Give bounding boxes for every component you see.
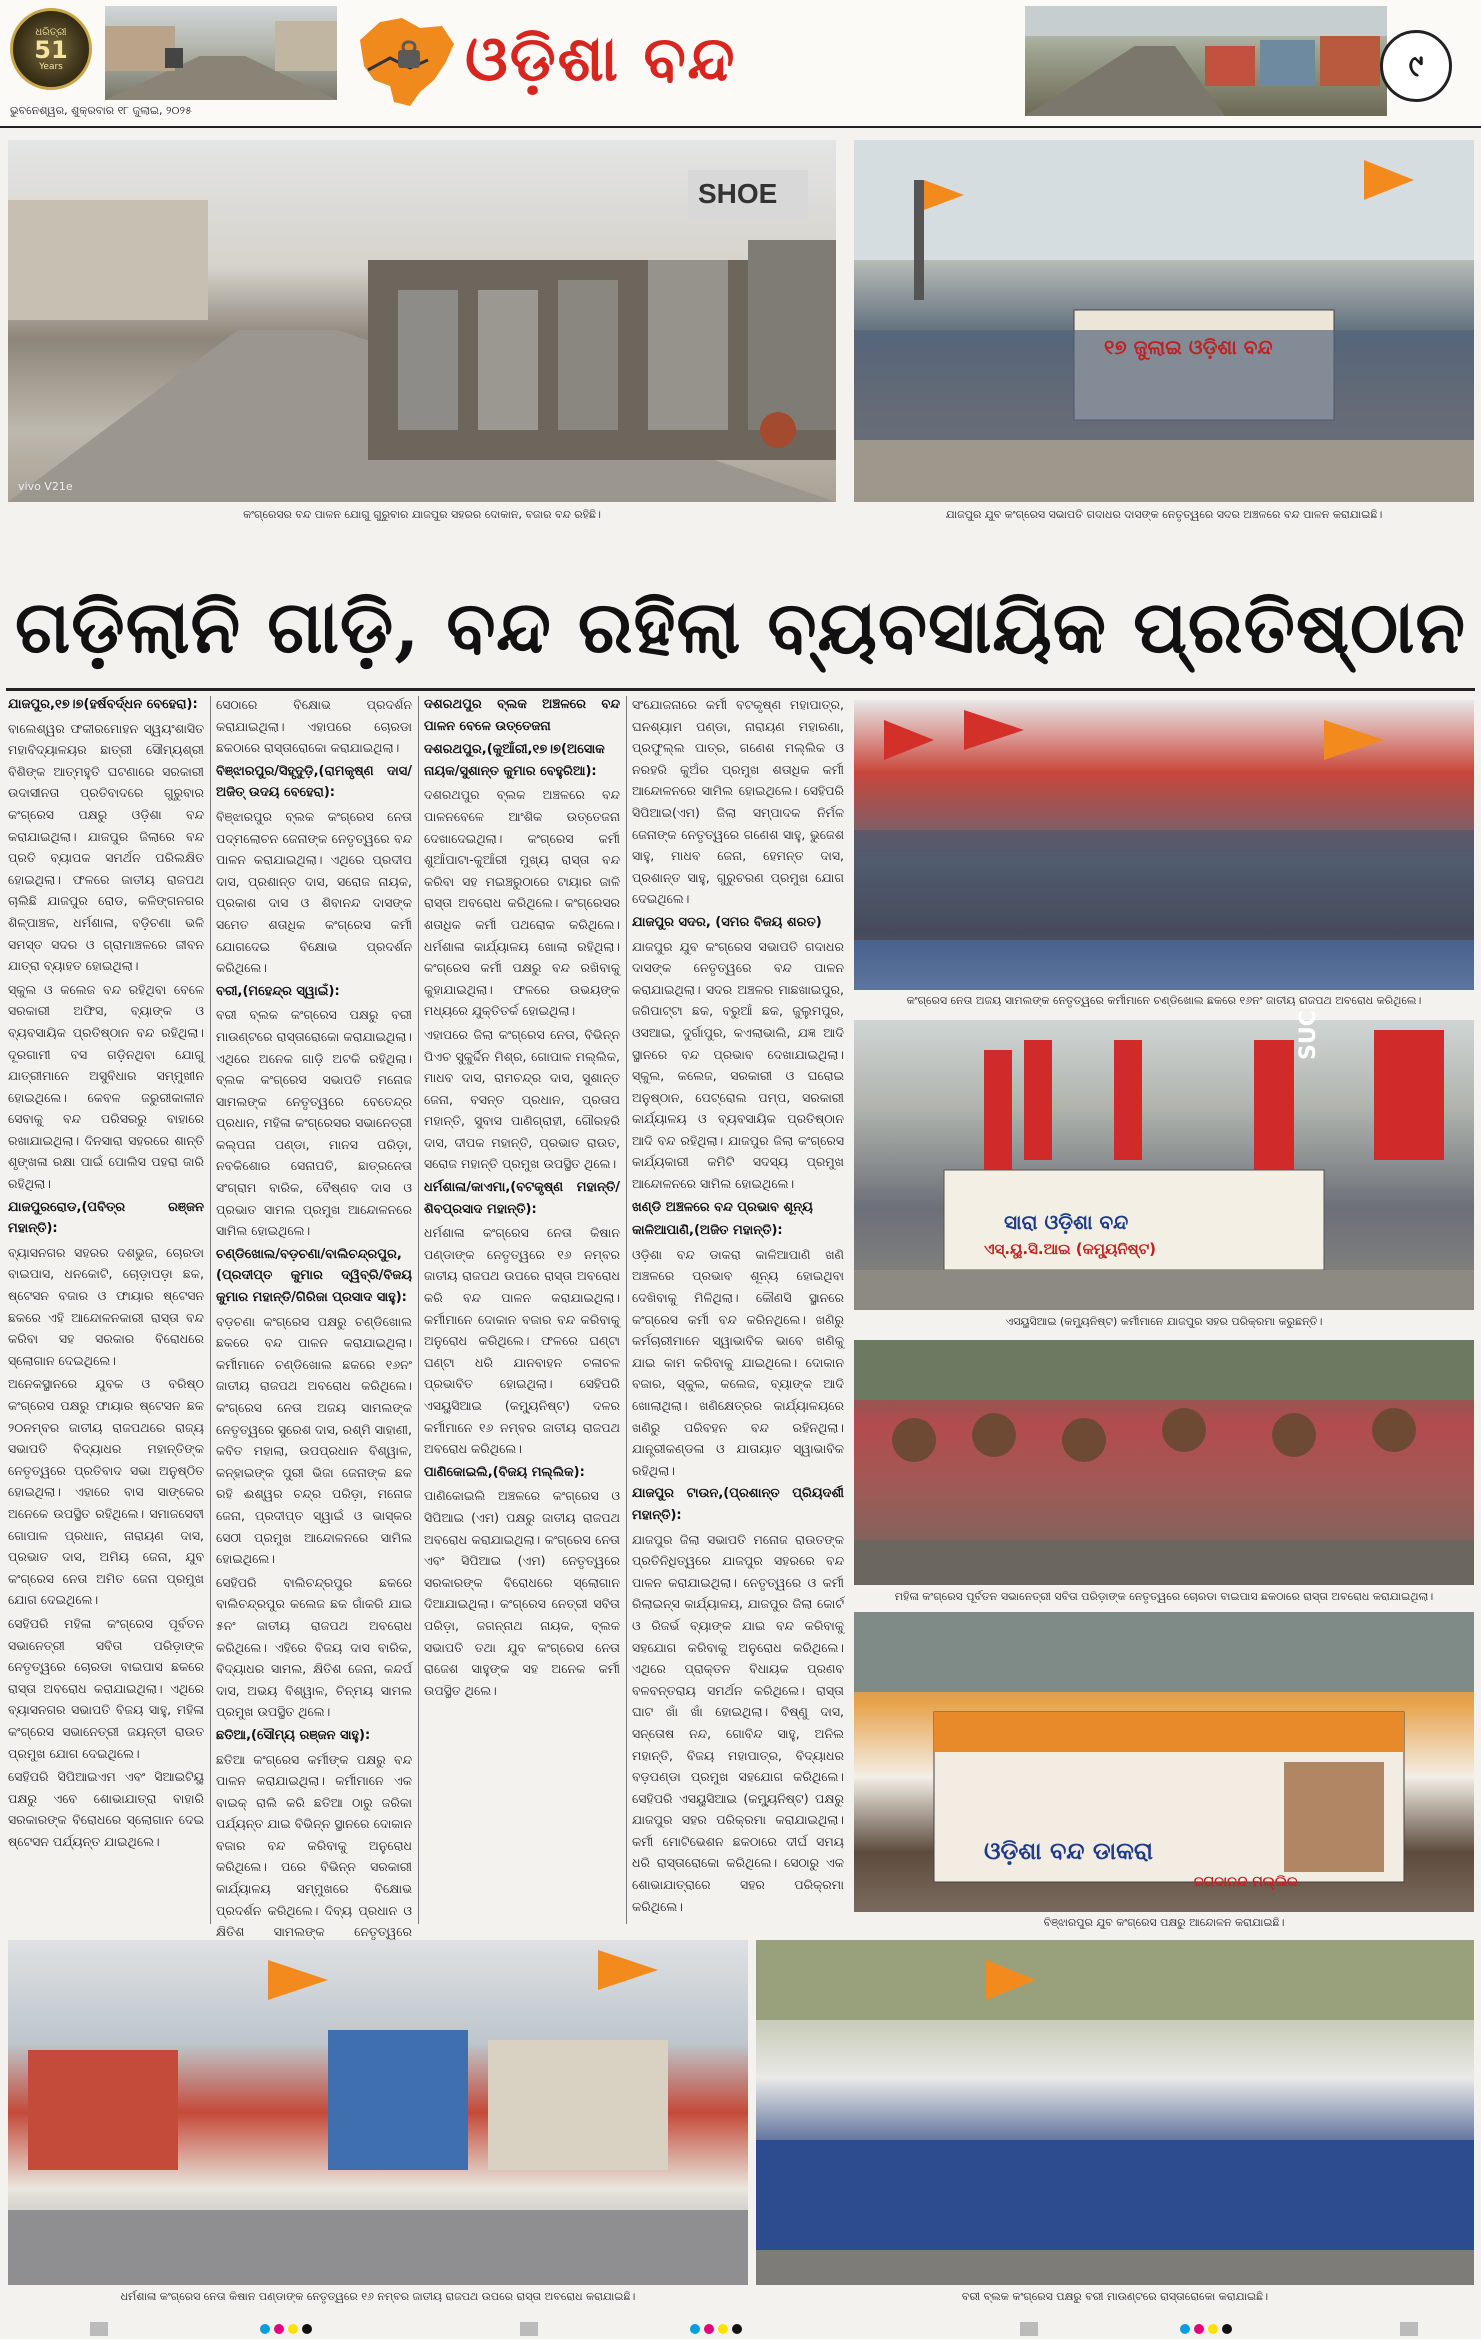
suci-banner-subtitle: ଏସ୍.ୟୁ.ସି.ଆଇ (କମ୍ୟୁନିଷ୍ଟ)	[984, 1240, 1156, 1258]
column-2-para-4: ବଡ଼ଚଣା କଂଗ୍ରେସ ପକ୍ଷରୁ ଚଣ୍ଡିଖୋଲ ଛକରେ ବନ୍ଦ ପାଳନ କରାଯାଇଥିଲା। କର୍ମୀମାନେ ଚଣ୍ଡିଖୋଲ ଛକରେ ୧୬ନଂ ଜାତୀୟ ରାଜପଥ ଅବରୋଧ କରିଥିଲେ। କଂଗ୍ରେସ ନେତା ଅଜୟ ସାମଲଙ୍କ ନେତୃତ୍ୱରେ ସୁରେଶ ଦାସ, ରଶ୍ମି ସାହାଣୀ, କବିତ ମହାଲା, ଉପପ୍ରଧାନ ବିଶ୍ୱାଳ, କନ୍ହାଇଙ୍କ ପୁରୀ ଭିଜା ଜେନାଙ୍କ ଛକ ରହି ଈଶ୍ୱର ଚନ୍ଦ୍ର ପରିଡ଼ା, ମନୋଜ ଜେନା, ପ୍ରଦୀପ୍ତ ସ୍ୱାଇଁ ଓ ଭାସ୍କର ସେଠୀ ପ୍ରମୁଖ ଆନ୍ଦୋଳନରେ ସାମିଲ ହୋଇଥିଲେ।	[216, 1313, 412, 1567]
trucks-caption: ଧର୍ମଶାଳା କଂଗ୍ରେସ ନେତା କିଷାନ ପଣ୍ଡାଙ୍କ ନେତୃତ୍ୱରେ ୧୬ ନମ୍ବର ଜାତୀୟ ରାଜପଥ ଉପରେ ରାସ୍ତା ଅବରୋଧ କରାଯାଇଛି।	[120, 2290, 636, 2303]
article-column-1	[8, 694, 204, 1926]
crowd-photo-caption: ଯାଜପୁର ଯୁବ କଂଗ୍ରେସ ସଭାପତି ଗଦାଧର ଦାସଙ୍କ ନେତୃତ୍ୱରେ ସଦର ଅଞ୍ଚଳରେ ବନ୍ଦ ପାଳନ କରାଯାଇଛି।	[945, 508, 1383, 521]
column-2-para-5: ସେହିପରି ବାଲିଚନ୍ଦ୍ରପୁର ଛକରେ ବାଲିଚନ୍ଦ୍ରପୁର କଲେଜ ଛକ ଗାଁକରି ଯାଇ ୫ନଂ ଜାତୀୟ ରାଜପଥ ଅବରୋଧ କରିଥିଲେ। ଏହିରେ ବିଜୟ ଦାସ ବାରିକ, ବିଦ୍ୟାଧର ସାମଲ, କ୍ଷିତିଶ ଜେନା, କନ୍ଦର୍ପ ଦାସ, ଅଭୟ ବିଶ୍ୱାଳ, ଚିନ୍ମୟ ସାମଲ ପ୍ରମୁଖ ଉପସ୍ଥିତ ଥିଲେ।	[216, 1574, 412, 1720]
street-closed-shops-photo	[8, 140, 836, 502]
column-4-sub-3: ଯାଜପୁର ଟାଉନ,(ପ୍ରଶାନ୍ତ ପ୍ରିୟଦର୍ଶୀ ମହାନ୍ତି):	[632, 1486, 844, 1523]
column-1-para-5: ସେହିପରି ମହିଳା କଂଗ୍ରେସ ପୂର୍ବତନ ସଭାନେତ୍ରୀ ସବିତା ପରିଡ଼ାଙ୍କ ନେତୃତ୍ୱରେ ଚୋରଡା ବାଇପାସ ଛକରେ ରାସ୍ତା ଅବରୋଧ କରାଯାଇଥିଲା। ଏଥିରେ ବ୍ୟାସନଗର ସଭାପତି ବିଜୟ ସାହୁ, ମହିଳା କଂଗ୍ରେସ ସଭାନେତ୍ରୀ ଜୟନ୍ତୀ ରାଉତ ପ୍ରମୁଖ ଯୋଗ ଦେଇଥିଲେ।	[8, 1615, 204, 1761]
header-trucks-photo	[1025, 6, 1387, 116]
column-1-para-3: ବ୍ୟାସନଗର ସହରର ଦଶଭୁଜ, ଚୋରଡା ବାଇପାସ, ଧନକୋଟି, ଚୋଡ଼ାପଡ଼ା ଛକ, ଷ୍ଟେସନ ବଜାର ଓ ଫାୟାର ଷ୍ଟେସନ ଛକରେ ଏହି ଆନ୍ଦୋଳନକାରୀ ରାସ୍ତା ବନ୍ଦ କରିବା ସହ ସରକାର ବିରୋଧରେ ସ୍ଲୋଗାନ ଦେଇଥିଲେ।	[8, 1244, 204, 1368]
main-headline: ଗଡ଼ିଲାନି ଗାଡ଼ି, ବନ୍ଦ ରହିଲା ବ୍ୟବସାୟିକ ପ୍ରତିଷ୍ଠାନ	[14, 584, 1467, 669]
column-1-para-1: ବାଲେଶ୍ୱର ଫକୀରମୋହନ ସ୍ୱୟଂଶାସିତ ମହାବିଦ୍ୟାଳୟର ଛାତ୍ରୀ ସୌମ୍ୟଶ୍ରୀ ବିଶିଙ୍କ ଆତ୍ମହୁତି ଘଟଣାରେ ସରକାରୀ ଉଦାସୀନତା ପ୍ରତିବାଦରେ ଗୁରୁବାର କଂଗ୍ରେସ ପକ୍ଷରୁ ଓଡ଼ିଶା ବନ୍ଦ କରାଯାଇଥିଲା। ଯାଜପୁର ଜିଲାରେ ବନ୍ଦ ପ୍ରତି ବ୍ୟାପକ ସମର୍ଥନ ପରିଲକ୍ଷିତ ହୋଇଥିଲା। ଫଳରେ ଜାତୀୟ ରାଜପଥ ଚାଲିଛି ଯାଜପୁର ରୋଡ, କଳିଙ୍ଗନଗର ଶିଳ୍ପାଞ୍ଚଳ, ଧର୍ମଶାଳା, ବଡ଼ିଚଣା ଭଳି ସମସ୍ତ ସଦର ଓ ଗ୍ରାମାଞ୍ଚଳରେ ଜୀବନ ଯାତ୍ରା ବ୍ୟାହତ ହୋଇଥିଲା।	[8, 720, 204, 974]
cmyk-dot-black	[732, 2324, 742, 2334]
column-1-para-6: ସେହିପରି ସିପିଆଇଏମ ଏବଂ ସିଆଇଟିୟୁ ପକ୍ଷରୁ ଏବେ ଶୋଭାଯାତ୍ରା ବାହାରି ସରକାରଙ୍କ ବିରୋଧରେ ସ୍ଲୋଗାନ ଦେଇ ଷ୍ଟେସନ ପର୍ଯ୍ୟନ୍ତ ଯାଇଥିଲେ।	[8, 1769, 204, 1849]
newspaper-logo: ଧରିତ୍ରୀ 51 Years	[10, 8, 92, 90]
cmyk-dot-magenta	[704, 2324, 714, 2334]
cmyk-dot-magenta	[1194, 2324, 1204, 2334]
column-3-para-1: ଦଶରଥପୁର ବ୍ଲକ ଅଞ୍ଚଳରେ ବନ୍ଦ ପାଳନବେଳେ ଆଂଶିକ ଉତ୍ତେଜନା ଦେଖାଦେଇଥିଲା। କଂଗ୍ରେସ କର୍ମୀ ଶୁଆଁପାଟା-କୁଆଁରୀ ମୁଖ୍ୟ ରାସ୍ତା ବନ୍ଦ କରିବା ସହ ମଇଞ୍ଚରୁଠାରେ ଟାୟାର ଜାଳି ରାସ୍ତା ଅବରୋଧ କରିଥିଲେ। କଂଗ୍ରେସର ଶତାଧିକ କର୍ମୀ ପଥରୋକ କରିଥିଲେ। ଧର୍ମଶାଳା କାର୍ଯ୍ୟାଳୟ ଖୋଲା ରହିଥିଲା। କଂଗ୍ରେସ କର୍ମୀ ପକ୍ଷରୁ ବନ୍ଦ ରଖିବାକୁ କୁହାଯାଇଥିଲା। ଫଳରେ ଉଭୟଙ୍କ ମଧ୍ୟରେ ଯୁକ୍ତିତର୍କ ହୋଇଥିଲା।	[424, 787, 620, 1019]
masthead	[0, 0, 1481, 128]
chandikhol-caption: କଂଗ୍ରେସ ନେତା ଅଜୟ ସାମଲଙ୍କ ନେତୃତ୍ୱରେ କର୍ମୀମାନେ ଚଣ୍ଡିଖୋଲ ଛକରେ ୧୬ନଂ ଜାତୀୟ ରାଜପଥ ଅବରୋଧ କରିଥିଲେ।	[906, 994, 1422, 1007]
photo-watermark: vivo V21e	[18, 480, 73, 493]
registration-block	[90, 2322, 108, 2336]
cmyk-dot-cyan	[260, 2324, 270, 2334]
column-1-sub-1: ଯାଜପୁରରୋଡ,(ପବିତ୍ର ରଞ୍ଜନ ମହାନ୍ତି):	[8, 1199, 204, 1237]
suci-march-photo	[854, 1001, 1474, 1310]
column-4-para-1: ସଂଯୋଜନାରେ କର୍ମୀ ବଟକୃଷ୍ଣ ମହାପାତ୍ର, ଘନଶ୍ୟାମ ପଣ୍ଡା, ନାରାୟଣ ମହାରଣା, ପ୍ରଫୁଲ୍ଲ ପାତ୍ର, ଗଣେଶ ମଲ୍ଲିକ ଓ ନରହରି କୁଅଁର ପ୍ରମୁଖ ଶତାଧିକ କର୍ମୀ ଆନ୍ଦୋଳନରେ ସାମିଲ ହୋଇଥିଲେ। ସେହିପରି ସିପିଆଇ(ଏମ) ଜିଲା ସମ୍ପାଦକ ନିର୍ମଳ ଜେନାଙ୍କ ନେତୃତ୍ୱରେ ଗଣେଶ ସାହୁ, ଭୁଜେଶ ସାହୁ, ମାଧବ ଜେନା, ହେମନ୍ତ ଦାସ, ପ୍ରଶାନ୍ତ ସାହୁ, ଗୁରୁଚରଣ ପ୍ରମୁଖ ଯୋଗ ଦେଇଥିଲେ।	[632, 697, 844, 907]
print-registration-strip	[0, 2318, 1481, 2339]
column-4-para-4: ଯାଜପୁର ଜିଲା ସଭାପତି ମନୋଜ ରାଉତଙ୍କ ପ୍ରତିନିଧିତ୍ୱରେ ଯାଜପୁର ସହରରେ ବନ୍ଦ ପାଳନ କରାଯାଇଥିଲା। ନେତୃତ୍ୱରେ ଓ କର୍ମୀ ରିଲାଇନ୍ସ କାର୍ଯ୍ୟାଳୟ, ଯାଜପୁର ଜିଲା କୋର୍ଟ ଓ ରିଜର୍ଭ ବ୍ୟାଙ୍କ ଯାଇ ବନ୍ଦ କରିବାକୁ ସହଯୋଗ କରିବାକୁ ଅନୁରୋଧ କରିଥିଲେ। ଏଥିରେ ପ୍ରାକ୍ତନ ବିଧାୟକ ପ୍ରଣବ ବଳବନ୍ତରାୟ ସମର୍ଥନ କରିଥିଲେ। ରାସ୍ତା ଘାଟ ଖାଁ ଖାଁ ହୋଇଥିଲା। ବିଷ୍ଣୁ ଦାସ, ସନ୍ତୋଷ ନନ୍ଦ, ଗୋବିନ୍ଦ ସାହୁ, ଅନିଲ ମହାନ୍ତି, ବିଜୟ ମହାପାତ୍ର, ବିଦ୍ୟାଧର ବଡ଼ପଣ୍ଡା ପ୍ରମୁଖ ସହଯୋଗ କରିଥିଲେ। ସେହିପରି ଏସୟୁସିଆଇ (କମ୍ୟୁନିଷ୍ଟ) ପକ୍ଷରୁ ଯାଜପୁର ସହର ପରିକ୍ରମା କରାଯାଇଥିଲା। କର୍ମୀ ମୋଟିଭେଶନ ଛକଠାରେ ଦୀର୍ଘ ସମୟ ଧରି ରାସ୍ତାରୋକୋ କରିଥିଲେ। ସେଠାରୁ ଏକ ଶୋଭାଯାତ୍ରାରେ ସହର ପରିକ୍ରମା କରିଥିଲେ।	[632, 1531, 844, 1914]
column-2-sub-4: ଛତିଆ,(ସୌମ୍ୟ ରଞ୍ଜନ ସାହୁ):	[216, 1727, 371, 1743]
column-2-sub-1: ବିଞ୍ଝାରପୁର/ସିହୃଦୁଡ଼ି,(ରାମକୃଷ୍ଣ ଦାସ/ଅଜିତ୍ ଉଦୟ ବେହେରା):	[216, 763, 412, 801]
cmyk-dot-magenta	[274, 2324, 284, 2334]
column-3-para-4: ପାଣିକୋଇଲି ଅଞ୍ଚଳରେ କଂଗ୍ରେସ ଓ ସିପିଆଇ (ଏମ) ପକ୍ଷରୁ ଜାତୀୟ ରାଜପଥ ଅବରୋଧ କରାଯାଇଥିଲା। କଂଗ୍ରେସ ନେତା ଏବଂ ସିପିଆଇ (ଏମ) ନେତୃତ୍ୱରେ ସରକାରଙ୍କ ବିରୋଧରେ ସ୍ଲୋଗାନ ଦିଆଯାଇଥିଲା। କଂଗ୍ରେସ ନେତ୍ରୀ ସବିତା ପରିଡ଼ା, ଜଗନ୍ନାଥ ନାୟକ, ବ୍ଲକ ସଭାପତି ତଥା ଯୁବ କଂଗ୍ରେସ ନେତା ରାଜେଶ ସାହୁଙ୍କ ସହ ଅନେକ କର୍ମୀ ଉପସ୍ଥିତ ଥିଲେ।	[424, 1488, 620, 1698]
youth-congress-protest-photo	[854, 140, 1474, 502]
odisha-map-icon	[350, 10, 460, 114]
registration-block	[520, 2322, 538, 2336]
suci-banner-title: ସାରା ଓଡ଼ିଶା ବନ୍ଦ	[1004, 1210, 1129, 1234]
column-4-para-2: ଯାଜପୁର ଯୁବ କଂଗ୍ରେସ ସଭାପତି ଗଦାଧର ଦାସଙ୍କ ନେତୃତ୍ୱରେ ବନ୍ଦ ପାଳନ କରାଯାଇଥିଲା। ସଦର ଅଞ୍ଚଳର ମାଛଖାଇପୁର, ଜଗିପାଟ୍ଟା ଛକ, ବରୁଆଁ ଛକ, ଜୁଲୁମପୁର, ଓସଆଇ, ଦୁର୍ଗାପୁର, କଏଲାଭାଲି, ଯଜ୍ଞ ଆଦି ସ୍ଥାନରେ ବନ୍ଦ ପ୍ରଭାବ ଦେଖାଯାଇଥିଲା। ସ୍କୁଲ, କଲେଜ, ସରକାରୀ ଓ ଘରୋଇ ଅନୁଷ୍ଠାନ, ପେଟ୍ରୋଲ ପମ୍ପ, ସରକାରୀ କାର୍ଯ୍ୟାଳୟ ଓ ବ୍ୟବସାୟିକ ପ୍ରତିଷ୍ଠାନ ଆଦି ବନ୍ଦ ରହିଥିଲା। ଯାଜପୁର ଜିଲା କଂଗ୍ରେସ କାର୍ଯ୍ୟକାରୀ କମିଟି ସଦସ୍ୟ ପ୍ରମୁଖ ଆନ୍ଦୋଳନରେ ସାମିଲ ହୋଇଥିଲେ।	[632, 938, 844, 1192]
cmyk-dot-black	[302, 2324, 312, 2334]
column-4-para-3: ଓଡ଼ିଶା ବନ୍ଦ ଡାକରା କାଳିଆପାଣି ଖଣି ଅଞ୍ଚଳରେ ପ୍ରଭାବ ଶୂନ୍ୟ ହୋଇଥିବା ଦେଖିବାକୁ ମିଳିଥିଲା। କୌଣସି ସ୍ଥାନରେ କଂଗ୍ରେସ କର୍ମୀ ବନ୍ଦ କରିନଥିଲେ। ଖଣିରୁ କର୍ମଚାରୀମାନେ ସ୍ୱାଭାବିକ ଭାବେ ଖଣିକୁ ଯାଇ କାମ କରିବାକୁ ଯାଇଥିଲେ। ଦୋକାନ ବଜାର, ସ୍କୁଲ, କଲେଜ, ବ୍ୟାଙ୍କ ଆଦି ଖୋଲାଥିଲା। ଖଣିକ୍ଷେତ୍ରର କାର୍ଯ୍ୟାଳୟରେ ଖଣିରୁ ପରିବହନ ବନ୍ଦ ରହିନଥିଲା। ଯାନ୍ତ୍ରୀକଣ୍ଡଳା ଓ ଯାତାୟାତ ସ୍ୱାଭାବିକ ରହିଥିଲା।	[632, 1246, 844, 1478]
dharmasala-highway-blockade-photo	[8, 1940, 748, 2285]
column-1-dateline: ଯାଜପୁର,୧୭।୭(ହର୍ଷବର୍ଦ୍ଧନ ବେହେରା):	[8, 697, 198, 712]
column-2-sub-3: ଚଣ୍ଡିଖୋଲ/ବଡ଼ଚଣା/ବାଲିଚନ୍ଦ୍ରପୁର,(ପ୍ରଦୀପ୍ତ କୁମାର ଦ୍ୱିବ୍ରି/ବିଜୟ କୁମାର ମହାନ୍ତି/ଗିରିଜା ପ୍ରସାଦ ସାହୁ):	[216, 1246, 412, 1306]
article-column-2	[216, 694, 412, 1940]
cmyk-dot-black	[1222, 2324, 1232, 2334]
column-divider	[626, 696, 627, 1924]
column-divider	[210, 696, 211, 1924]
headline-rule	[6, 688, 1475, 691]
column-3-sub-2: ଧର୍ମଶାଳା/କାଏମା,(ବଟକୃଷ୍ଣ ମହାନ୍ତି/ଶିବପ୍ରସାଦ ମହାନ୍ତି):	[424, 1180, 620, 1217]
bari-caption: ବରୀ ବ୍ଲକ କଂଗ୍ରେସ ପକ୍ଷରୁ ବରୀ ମାଉଣ୍ଟରେ ରାସ୍ତାରୋକୋ କରାଯାଇଛି।	[961, 2290, 1269, 2303]
chandikhol-blockade-photo	[854, 700, 1474, 990]
article-column-4	[632, 694, 844, 1926]
cmyk-dot-yellow	[718, 2324, 728, 2334]
column-4-sub-2b: କାଳିଆପାଣି,(ଅଜିତ ମହାନ୍ତି):	[632, 1223, 783, 1239]
page-number: ୯	[1380, 30, 1452, 102]
column-2-para-6: ଛତିଆ କଂଗ୍ରେସ କର୍ମୀଙ୍କ ପକ୍ଷରୁ ବନ୍ଦ ପାଳନ କରାଯାଇଥିଲା। କର୍ମୀମାନେ ଏକ ବାଇକ୍ ରାଲି କରି ଛତିଆ ଠାରୁ ଜରିକା ପର୍ଯ୍ୟନ୍ତ ଯାଇ ବିଭିନ୍ନ ସ୍ଥାନରେ ଦୋକାନ ବଜାର ବନ୍ଦ କରିବାକୁ ଅନୁରୋଧ କରିଥିଲେ। ପରେ ବିଭିନ୍ନ ସରକାରୀ କାର୍ଯ୍ୟାଳୟ ସମ୍ମୁଖରେ ବିକ୍ଷୋଭ ପ୍ରଦର୍ଶନ କରିଥିଲେ। ଦିବ୍ୟ ପ୍ରଧାନ ଓ କ୍ଷିତିଶ ସାମଲଙ୍କ ନେତୃତ୍ୱରେ	[216, 1751, 412, 1940]
column-2-para-3: ବରୀ ବ୍ଲକ କଂଗ୍ରେସ ପକ୍ଷରୁ ବରୀ ମାଉଣ୍ଟରେ ରାସ୍ତାରୋକୋ କରାଯାଇଥିଲା। ଏଥିରେ ଅନେକ ଗାଡ଼ି ଅଟକି ରହିଥିଲା। ବ୍ଲକ କଂଗ୍ରେସ ସଭାପତି ମନୋଜ ସାମଲଙ୍କ ନେତୃତ୍ୱରେ ବେତେନ୍ଦ୍ର ପ୍ରଧାନ, ମହିଳା କଂଗ୍ରେସର ସଭାନେତ୍ରୀ କଲ୍ପନା ପଣ୍ଡା, ମାନସ ପରିଡ଼ା, ନବକିଶୋର ସେନାପତି, ଛାତ୍ରନେତା ସଂଗ୍ରାମ ବାରିକ, ବୈଷ୍ଣବ ଦାସ ଓ ପ୍ରଭାତ ସାମଲ ପ୍ରମୁଖ ଆନ୍ଦୋଳନରେ ସାମିଲ ହୋଇଥିଲେ।	[216, 1007, 412, 1239]
cmyk-dot-yellow	[1208, 2324, 1218, 2334]
column-divider	[418, 696, 419, 1924]
women-congress-blockade-photo	[854, 1340, 1474, 1585]
header-street-photo	[105, 6, 337, 100]
page-banner-title: ଓଡ଼ିଶା ବନ୍ଦ	[465, 22, 737, 95]
article-column-3	[424, 694, 620, 1926]
women-caption: ମହିଳା କଂଗ୍ରେସ ପୂର୍ବତନ ସଭାନେତ୍ରୀ ସବିତା ପରିଡ଼ାଙ୍କ ନେତୃତ୍ୱରେ ଚୋରଡା ବାଇପାସ ଛକଠାରେ ରାସ୍ତା ଅବରୋଧ କରାଯାଇଥିଲା।	[894, 1590, 1434, 1603]
column-3-sub-1b: ଦଶରଥପୁର,(କୁଆଁରୀ,୧୭।୭(ଅସୋକ ନାୟକ/ସୁଶାନ୍ତ କୁମାର ବେହୁରିଆ):	[424, 742, 605, 779]
column-4-sub-1: ଯାଜପୁର ସଦର, (ସମର ବିଜୟ ଶରତ)	[632, 914, 822, 930]
cmyk-dot-cyan	[690, 2324, 700, 2334]
column-1-para-2: ସ୍କୁଲ ଓ କଲେଜ ବନ୍ଦ ରହିଥିବା ବେଳେ ସରକାରୀ ଅଫିସ, ବ୍ୟାଙ୍କ ଓ ବ୍ୟବସାୟିକ ପ୍ରତିଷ୍ଠାନ ବନ୍ଦ ରହିଥିଲା। ଦୂରଗାମୀ ବସ ଗଡ଼ିନଥିବା ଯୋଗୁ ଯାତ୍ରୀମାନେ ଅସୁବିଧାର ସମ୍ମୁଖୀନ ହୋଇଥିଲେ। କେବଳ ଜରୁରୀକାଳୀନ ସେବାକୁ ବନ୍ଦ ପରିସରରୁ ବାହାରେ ରଖାଯାଇଥିଲା। ଦିନସାରା ସହରରେ ଶାନ୍ତି ଶୃଙ୍ଖଳା ରକ୍ଷା ପାଇଁ ପୋଲିସ ପହରା ଜାରି ରହିଥିଲା।	[8, 981, 204, 1192]
suci-flag-text: SUCI	[1296, 1001, 1321, 1060]
column-2-para-1: ସେଠାରେ ବିକ୍ଷୋଭ ପ୍ରଦର୍ଶନ କରାଯାଇଥିଲା। ଏହାପରେ ଚୋରଡା ଛକଠାରେ ରାସ୍ତାରୋକୋ କରାଯାଇଥିଲା।	[216, 697, 412, 756]
column-2-sub-2: ବରୀ,(ମହେନ୍ଦ୍ର ସ୍ୱାଇଁ):	[216, 983, 340, 999]
column-4-sub-2: ଖଣ୍ଡି ଅଞ୍ଚଳରେ ବନ୍ଦ ପ୍ରଭାବ ଶୂନ୍ୟ	[632, 1199, 813, 1215]
column-3-para-3: ଧର୍ମଶାଳା କଂଗ୍ରେସ ନେତା କିଷାନ ପଣ୍ଡାଙ୍କ ନେତୃତ୍ୱରେ ୧୬ ନମ୍ବର ଜାତୀୟ ରାଜପଥ ଉପରେ ରାସ୍ତା ଅବରୋଧ କରି ବନ୍ଦ ପାଳନ କରାଯାଇଥିଲା। କର୍ମୀମାନେ ଦୋକାନ ବଜାର ବନ୍ଦ କରିବାକୁ ଅନୁରୋଧ କରିଥିଲେ। ଫଳରେ ଘଣ୍ଟା ଘଣ୍ଟା ଧରି ଯାନବାହନ ଚଳାଚଳ ପ୍ରଭାବିତ ହୋଇଥିଲା। ସେହିପରି ଏସୟୁସିଆଇ (କମ୍ୟୁନିଷ୍ଟ) ଦଳର କର୍ମୀମାନେ ୧୬ ନମ୍ବର ଜାତୀୟ ରାଜପଥ ଅବରୋଧ କରିଥିଲେ।	[424, 1225, 620, 1457]
registration-block	[1400, 2322, 1418, 2336]
shop-sign: SHOE	[698, 178, 778, 209]
binjharpur-banner-title: ଓଡ଼ିଶା ବନ୍ଦ ଡାକରା	[984, 1837, 1153, 1865]
column-3-sub-1: ଦଶରଥପୁର ବ୍ଲକ ଅଞ୍ଚଳରେ ବନ୍ଦ ପାଳନ ବେଳେ ଉତ୍ତେଜନା	[424, 697, 620, 734]
column-3-para-2: ଏହାପରେ ଜିଲା କଂଗ୍ରେସ ନେତା, ବିଭିନ୍ନ ପିଏଚ ସୁକୁର୍ଦ୍ଦିନ ମିଶ୍ର, ଗୋପାଳ ମଲ୍ଲିକ, ମାଧବ ଦାସ, ରାମଚନ୍ଦ୍ର ଦାସ, ସୁଶାନ୍ତ ଜେନା, ବସନ୍ତ ପ୍ରଧାନ, ପ୍ରତାପ ମହାନ୍ତି, ସୁବାସ ପାଣିଗ୍ରାହୀ, ଗୌରହରି ଦାସ, ଦୀପକ ମହାନ୍ତି, ପ୍ରଭାତ ରାଉତ, ସରୋଜ ମହାନ୍ତି ପ୍ରମୁଖ ଉପସ୍ଥିତ ଥିଲେ।	[424, 1026, 620, 1172]
column-2-para-2: ବିଞ୍ଝାରପୁର ବ୍ଲକ କଂଗ୍ରେସ ନେତା ପଦ୍ମଲୋଚନ ଜେନାଙ୍କ ନେତୃତ୍ୱରେ ବନ୍ଦ ପାଳନ କରାଯାଇଥିଲା। ଏଥିରେ ପ୍ରଦୀପ ଦାସ, ପ୍ରଶାନ୍ତ ଦାସ, ସରୋଜ ନାୟକ, ପ୍ରକାଶ ଦାସ ଓ ଶିବାନନ୍ଦ ଦାସଙ୍କ ସମେତ ଶତାଧିକ କଂଗ୍ରେସ କର୍ମୀ ଯୋଗଦେଇ ବିକ୍ଷୋଭ ପ୍ରଦର୍ଶନ କରିଥିଲେ।	[216, 808, 412, 976]
cmyk-dot-yellow	[288, 2324, 298, 2334]
street-photo-caption: କଂଗ୍ରେସର ବନ୍ଦ ପାଳନ ଯୋଗୁ ଗୁରୁବାର ଯାଜପୁର ସହରର ଦୋକାନ, ବଜାର ବନ୍ଦ ରହିଛି।	[243, 508, 601, 521]
column-1-para-4: ଅନେକସ୍ଥାନରେ ଯୁବକ ଓ ବରିଷ୍ଠ କଂଗ୍ରେସ ପକ୍ଷରୁ ଫାୟାର ଷ୍ଟେସନ ଛକ ୨୦ନମ୍ବର ଜାତୀୟ ରାଜପଥରେ ରାଜ୍ୟ ସଭାପତି ବିଦ୍ୟାଧର ମହାନ୍ତିଙ୍କ ନେତୃତ୍ୱରେ ପ୍ରତିବାଦ ସଭା ଅନୁଷ୍ଠିତ ହୋଇଥିଲା। ଏହାରେ ବାସ ସାଙ୍କେର ଅନେକେ ଉପସ୍ଥିତ ରହିଥିଲେ। ସମାଜସେବୀ ଗୋପାଳ ପ୍ରଧାନ, ନାରାୟଣ ଦାସ, ପ୍ରଭାତ ଦାସ, ଅମିୟ ଜେନା, ଯୁବ କଂଗ୍ରେସ ନେତା ଅମିତ ଜେନା ପ୍ରମୁଖ ଯୋଗ ଦେଇଥିଲେ।	[8, 1376, 204, 1608]
dateline: ଭୁବନେଶ୍ୱର, ଶୁକ୍ରବାର ୧୮ ଜୁଲାଇ, ୨୦୨୫	[10, 104, 192, 117]
protest-banner-text: ୧୭ ଜୁଲାଇ ଓଡ଼ିଶା ବନ୍ଦ	[1104, 335, 1273, 359]
registration-block	[1020, 2322, 1038, 2336]
binjharpur-banner-name: ଜଗଦାନନ୍ଦ ମଲ୍ଲିକ	[1194, 1874, 1298, 1890]
bari-sit-in-protest-photo	[756, 1940, 1474, 2285]
binjharpur-youth-congress-photo	[854, 1612, 1474, 1912]
binjharpur-caption: ବିଞ୍ଝାରପୁର ଯୁବ କଂଗ୍ରେସ ପକ୍ଷରୁ ଆନ୍ଦୋଳନ କରାଯାଇଛି।	[1043, 1916, 1285, 1929]
cmyk-dot-cyan	[1180, 2324, 1190, 2334]
column-3-sub-3: ପାଣିକୋଇଲି,(ବିଜୟ ମଲ୍ଲିକ):	[424, 1464, 585, 1480]
suci-caption: ଏସୟୁସିଆଇ (କମ୍ୟୁନିଷ୍ଟ) କର୍ମୀମାନେ ଯାଜପୁର ସହର ପରିକ୍ରମା କରୁଛନ୍ତି।	[1005, 1315, 1323, 1328]
